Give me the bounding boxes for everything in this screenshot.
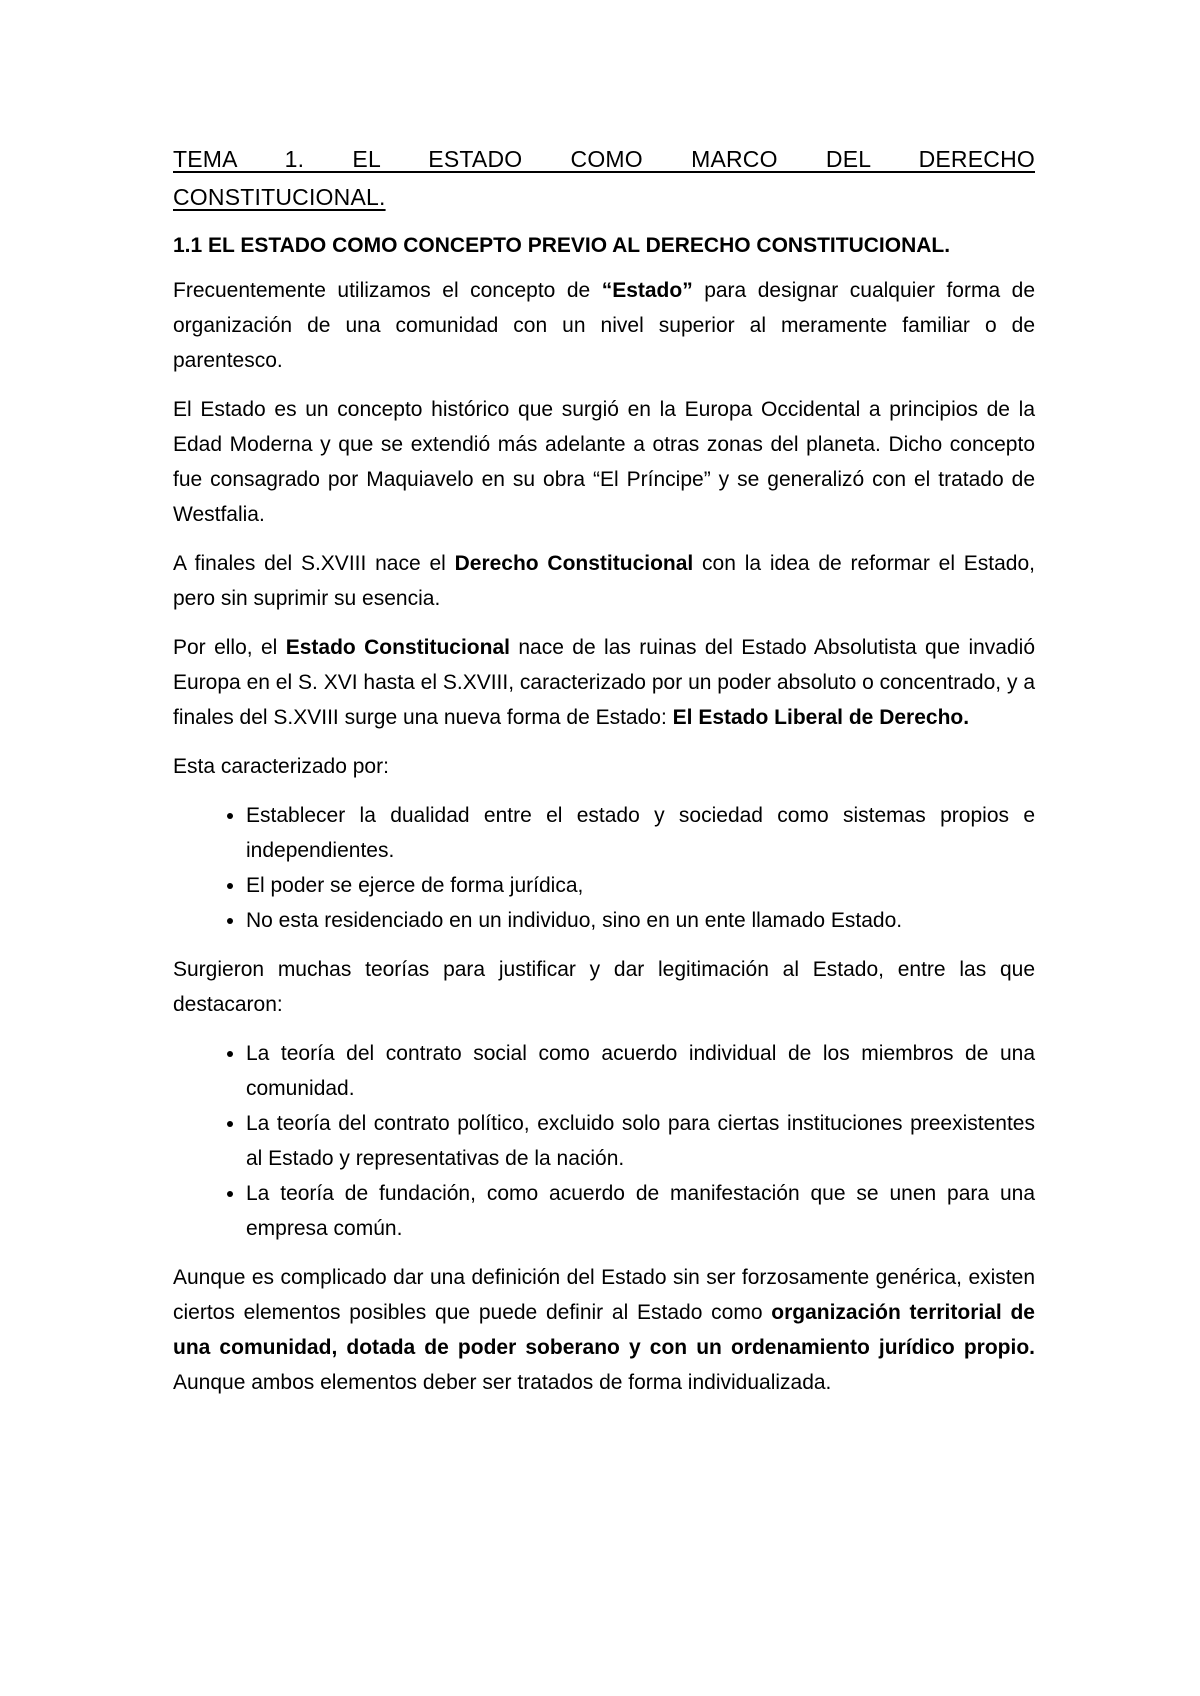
list-item: • El poder se ejerce de forma jurídica, xyxy=(246,868,1035,903)
bullet-list-1 xyxy=(173,798,1035,938)
paragraph-1-text-a: Frecuentemente utilizamos el concepto de xyxy=(173,279,602,302)
paragraph-3 xyxy=(173,546,1035,616)
paragraph-1-text-c: para designar cualquier forma de organización de una comunidad con un nivel superior al meramente familiar o de parentesco. xyxy=(173,279,1036,372)
list-item: • La teoría del contrato social como acuerdo individual de los miembros de una comunidad. xyxy=(246,1036,1035,1106)
list-item: • La teoría del contrato político, excluido solo para ciertas instituciones preexistentes al Estado y representativas de la nación. xyxy=(246,1106,1035,1176)
title-line-2: CONSTITUCIONAL. xyxy=(173,184,386,210)
list-item: • No esta residenciado en un individuo, sino en un ente llamado Estado. xyxy=(246,903,1035,938)
paragraph-3-bold: Derecho Constitucional xyxy=(454,552,694,575)
paragraph-7-bold: organización territorial de una comunidad, dotada de poder soberano y con un ordenamiento jurídico propio. xyxy=(173,1301,1035,1359)
paragraph-5: Esta caracterizado por: xyxy=(173,755,389,778)
paragraph-7 xyxy=(173,1260,1035,1400)
paragraph-4-bold-1: Estado Constitucional xyxy=(285,636,510,659)
document-title xyxy=(173,140,1035,216)
list-item: • La teoría de fundación, como acuerdo de manifestación que se unen para una empresa común. xyxy=(246,1176,1035,1246)
paragraph-1 xyxy=(173,273,1035,378)
paragraph-4-text-c: nace de las ruinas del Estado Absolutista que invadió Europa en el S. XVI hasta el S.XVIII, caracterizado por un poder absoluto o concentrado, y a finales del S.XVIII surge una nueva forma de Estado: xyxy=(173,636,1035,729)
section-heading: 1.1 EL ESTADO COMO CONCEPTO PREVIO AL DERECHO CONSTITUCIONAL. xyxy=(173,234,951,257)
paragraph-3-text-a: A finales del S.XVIII nace el xyxy=(173,552,455,575)
paragraph-4-bold-2: El Estado Liberal de Derecho. xyxy=(672,706,970,729)
paragraph-3-text-c: con la idea de reformar el Estado, pero sin suprimir su esencia. xyxy=(173,552,1036,610)
document-page xyxy=(173,140,1035,1414)
paragraph-7-text-c: Aunque ambos elementos deber ser tratados de forma individualizada. xyxy=(173,1371,832,1394)
list-item: • Establecer la dualidad entre el estado y sociedad como sistemas propios e independientes. xyxy=(246,798,1035,868)
paragraph-7-text-a: Aunque es complicado dar una definición del Estado sin ser forzosamente genérica, existen ciertos elementos posibles que puede definir al Estado como xyxy=(173,1266,1035,1324)
paragraph-1-bold: “Estado” xyxy=(601,279,693,302)
bullet-list-2 xyxy=(173,1036,1035,1246)
paragraph-4 xyxy=(173,630,1035,735)
paragraph-2: El Estado es un concepto histórico que surgió en la Europa Occidental a principios de la Edad Moderna y que se extendió más adelante a otras zonas del planeta. Dicho concepto fue consagrado por Maquiavelo en su obra “El Príncipe” y se generalizó con el tratado de Westfalia. xyxy=(173,398,1035,526)
paragraph-4-text-a: Por ello, el xyxy=(173,636,286,659)
title-line-1: TEMA 1. EL ESTADO COMO MARCO DEL DERECHO xyxy=(173,146,1035,172)
paragraph-6: Surgieron muchas teorías para justificar y dar legitimación al Estado, entre las que destacaron: xyxy=(173,958,1035,1016)
